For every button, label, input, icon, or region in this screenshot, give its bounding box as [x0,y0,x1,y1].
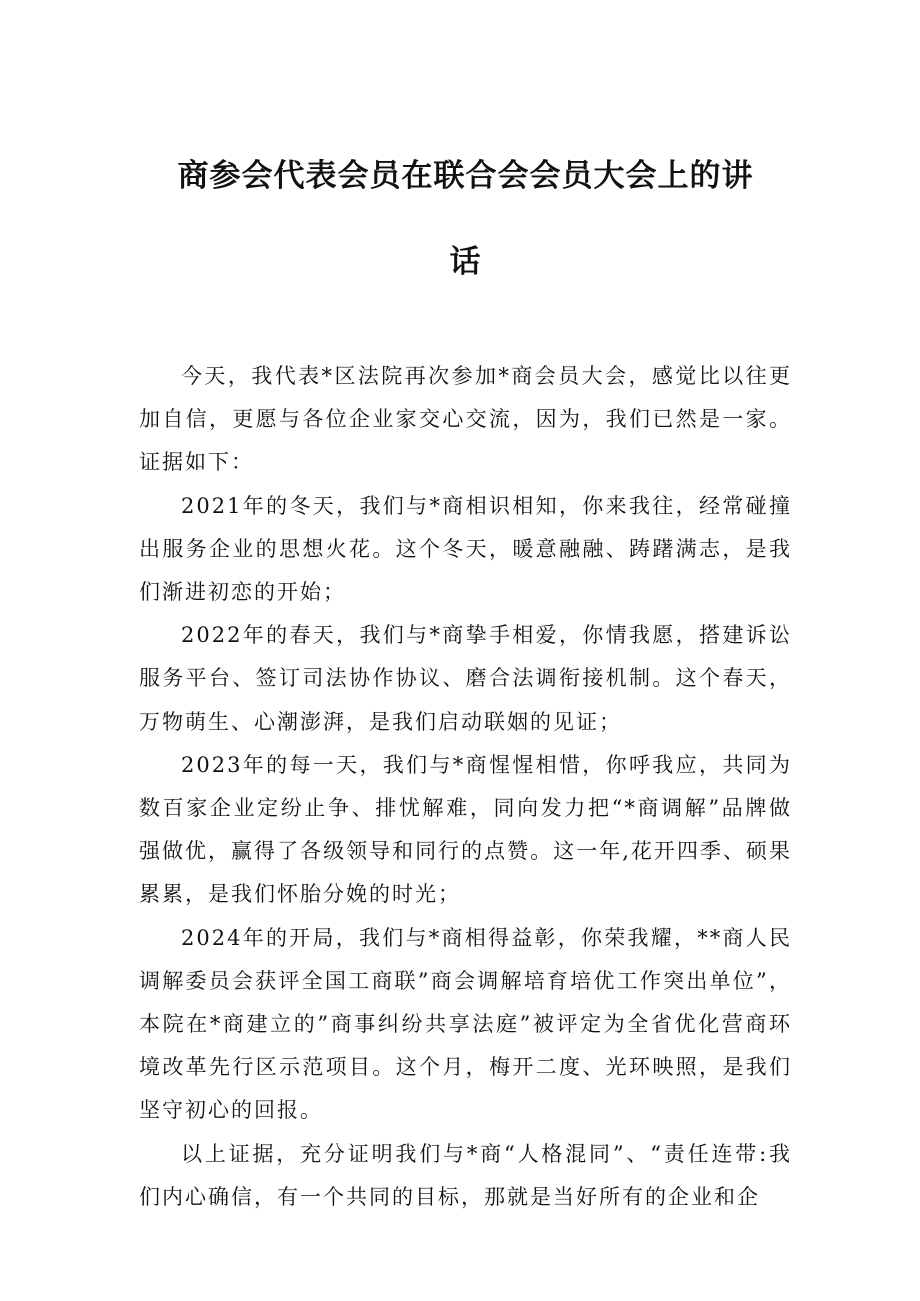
document-title [139,0,792,305]
paragraph-2023: 2023年的每一天，我们与*商惺惺相惜，你呼我应，共同为数百家企业定纷止争、排忧解难，同向发力把“*商调解”品牌做强做优，赢得了各级领导和同行的点赞。这一年,花开四季、硕果累累，是我们怀胎分娩的时光； [139,752,792,907]
document-body [139,355,792,1219]
paragraph-intro: 今天，我代表*区法院再次参加*商会员大会，感觉比以往更加自信，更愿与各位企业家交心交流，因为，我们已然是一家。证据如下： [139,364,792,475]
title-line-2: 话 [449,244,482,280]
paragraph-2024: 2024年的开局，我们与*商相得益彰，你荣我耀，**商人民调解委员会获评全国工商联”商会调解培育培优工作突出单位”，本院在*商建立的”商事纠纷共享法庭”被评定为全省优化营商环境改革先行区示范项目。这个月，梅开二度、光环映照，是我们坚守初心的回报。 [139,925,792,1123]
paragraph-2021: 2021年的冬天，我们与*商相识相知，你来我往，经常碰撞出服务企业的思想火花。这个冬天，暖意融融、踌躇满志，是我们渐进初恋的开始； [139,493,792,605]
title-line-1: 商参会代表会员在联合会会员大会上的讲 [177,158,754,194]
paragraph-conclusion: 以上证据，充分证明我们与*商“人格混同”、“责任连带:我们内心确信，有一个共同的目标，那就是当好所有的企业和企 [139,1141,792,1209]
paragraph-2022: 2022年的春天，我们与*商挚手相爱，你情我愿，搭建诉讼服务平台、签订司法协作协议、磨合法调衔接机制。这个春天，万物萌生、心潮澎湃，是我们启动联姻的见证； [139,623,792,734]
